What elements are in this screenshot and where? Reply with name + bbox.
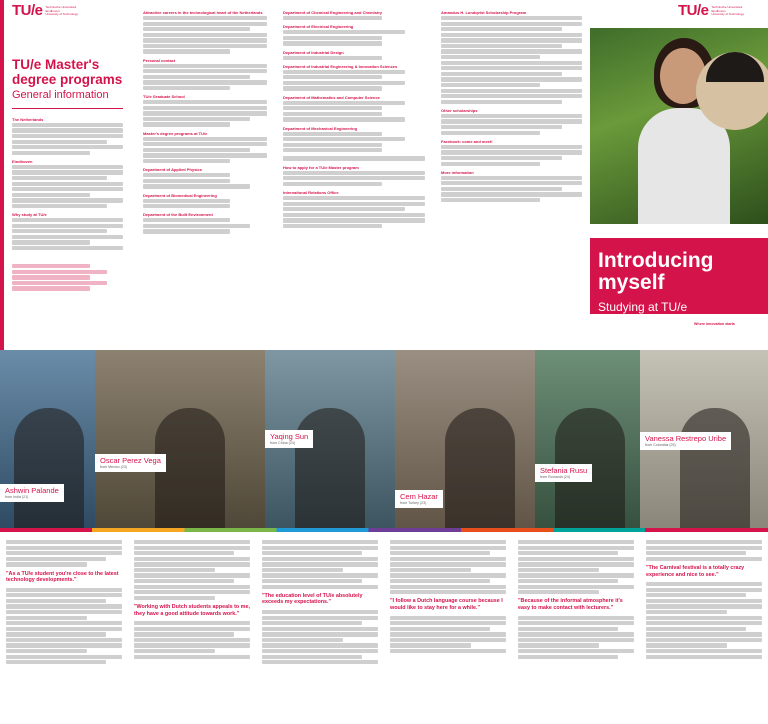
student-profiles [0, 350, 768, 724]
heading-other-scholarships: Other scholarships [441, 107, 478, 113]
heading-built-environment: Department of the Built Environment [143, 212, 213, 218]
cover-headline-box [590, 238, 768, 314]
brochure-subtitle: General information [12, 88, 109, 101]
heading-why-study: Why study at TU/e [12, 212, 47, 218]
quote-6: "The Carnival festival is a totally crazy experience and nice to see." [646, 564, 745, 578]
heading-lundqvist: Amandus H. Lundqvist Scholarship Program [441, 10, 527, 15]
cover-tagline: Where innovation starts [694, 322, 735, 326]
divider [12, 108, 123, 109]
heading-biomedical: Department of Biomedical Engineering [143, 192, 217, 198]
heading-how-to-apply: How to apply for a TU/e Master program [283, 164, 359, 170]
name-tag-5: Stefania Rusu from Romania (24) [535, 464, 592, 482]
brochure-front [0, 0, 768, 350]
heading-industrial-eng: Department of Industrial Engineering & Innovation Sciences [283, 63, 398, 69]
name-tag-1: Ashwin Palande from India (21) [0, 484, 64, 502]
heading-facebook: Facebook: come and meet! [441, 138, 493, 144]
panel-careers [135, 0, 275, 350]
heading-mechanical-eng: Department of Mechanical Engineering [283, 125, 358, 131]
heading-electrical-eng: Department of Electrical Engineering [283, 24, 354, 30]
heading-more-information: More information [441, 169, 474, 175]
profile-photo [696, 52, 768, 130]
brochure-title: TU/e Master's degree programs [12, 56, 123, 87]
story-6 [640, 536, 768, 724]
heading-international-office: International Relations Office [283, 190, 339, 196]
photo-student-6 [640, 350, 768, 528]
name-tag-4: Cem Hazar from Turkey (23) [395, 490, 443, 508]
color-stripe [0, 528, 768, 532]
cover-headline: Introducing myself [598, 249, 714, 294]
cover-logo: TU/e Technische Universiteit Eindhoven University of Technology [678, 2, 744, 20]
tue-logo: TU/e Technische Universiteit Eindhoven University of Technology [12, 2, 78, 20]
heading-masters-programs: Master's degree programs at TU/e [143, 130, 208, 136]
name-tag-3: Yaqing Sun from China (24) [265, 430, 313, 448]
student-stories [0, 536, 768, 724]
quote-2: "Working with Dutch students appeals to me, they have a good attitude towards work." [134, 603, 250, 617]
heading-netherlands: The Netherlands [12, 116, 44, 122]
quote-5: "Because of the informal atmosphere it's easy to make contact with lecturers." [518, 598, 623, 611]
photo-student-5 [535, 350, 640, 528]
heading-mathematics-cs: Department of Mathematics and Computer Science [283, 94, 380, 100]
photo-student-4 [395, 350, 535, 528]
quote-3: "The education level of TU/e absolutely exceeds my expectations." [262, 592, 363, 606]
heading-applied-physics: Department of Applied Physics [143, 167, 202, 173]
photo-student-3 [265, 350, 395, 528]
quote-1: "As a TU/e student you're close to the latest technology developments." [6, 570, 119, 584]
heading-careers: Attractive careers in the technological heart of the Netherlands [143, 10, 263, 15]
name-tag-6: Vanessa Restrepo Uribe from Colombia (25) [640, 432, 731, 450]
heading-graduate-school: TU/e Graduate School [143, 94, 185, 100]
heading-chemical-eng: Department of Chemical Engineering and Chemistry [283, 10, 383, 15]
story-5 [512, 536, 640, 724]
cover-headline-sub: Studying at TU/e [598, 300, 688, 314]
story-4 [384, 536, 512, 724]
photo-student-2 [95, 350, 265, 528]
logo-mark: TU/e [12, 2, 43, 20]
story-2 [128, 536, 256, 724]
story-3 [256, 536, 384, 724]
quote-4: "I follow a Dutch language course because I would like to stay here for a while." [390, 598, 503, 611]
heading-industrial-design: Department of Industrial Design [283, 49, 344, 55]
heading-eindhoven: Eindhoven [12, 158, 33, 164]
panel-scholarships [433, 0, 590, 350]
panel-general-info [0, 0, 131, 350]
address-block [12, 264, 123, 291]
student-photos [0, 350, 768, 528]
heading-personal-contact: Personal contact [143, 57, 176, 63]
photo-student-1 [0, 350, 95, 528]
panel-departments [275, 0, 433, 350]
name-tag-2: Oscar Perez Vega from Mexico (23) [95, 454, 166, 472]
story-1 [0, 536, 128, 724]
